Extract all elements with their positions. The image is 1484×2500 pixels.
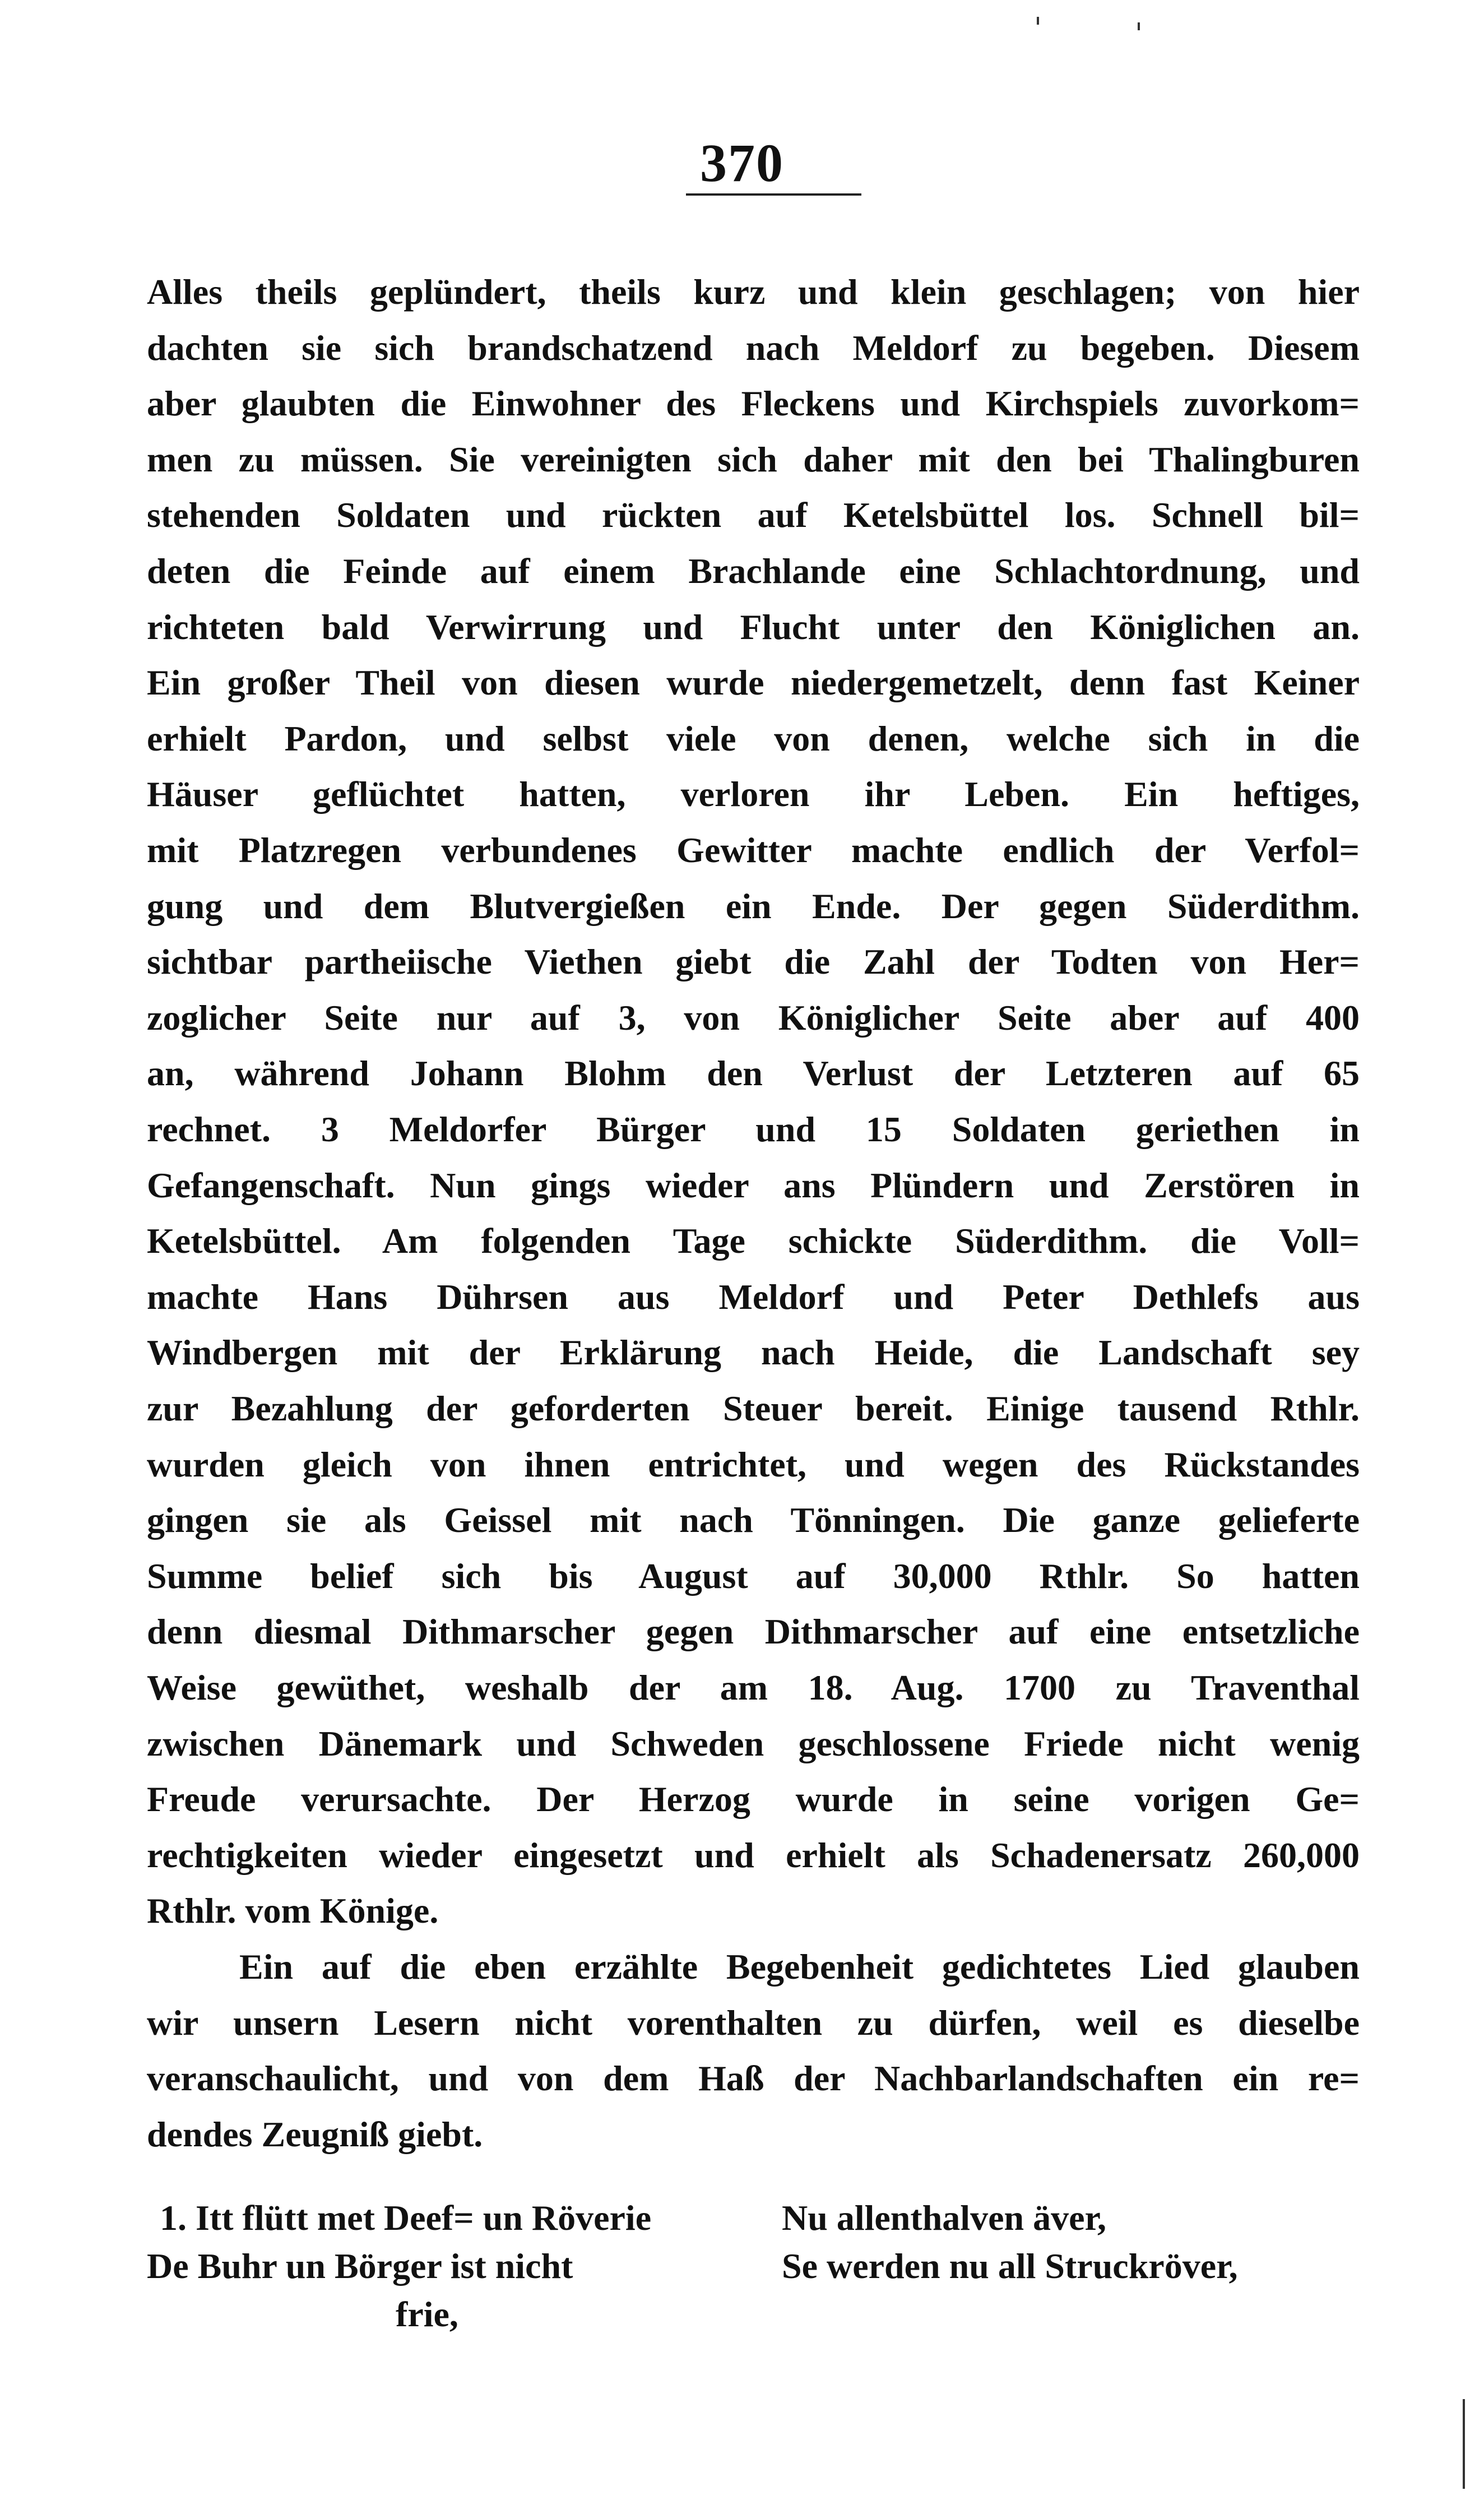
poem-left-line-3: frie, [396, 2294, 458, 2334]
text-line: gung und dem Blutvergießen ein Ende. Der gegen Süderdithm. [147, 886, 1360, 926]
poem-right-line-2: Se werden nu all Struckröver, [782, 2246, 1238, 2286]
text-line: Summe belief sich bis August auf 30,000 Rthlr. So hatten [147, 1555, 1360, 1596]
page-number: 370 [700, 133, 784, 193]
scan-speck [1463, 2399, 1465, 2489]
text-line: erhielt Pardon, und selbst viele von denen, welche sich in die [147, 718, 1360, 758]
text-line: Freude verursachte. Der Herzog wurde in seine vorigen Ge= [147, 1779, 1360, 1820]
text-line: gingen sie als Geissel mit nach Tönningen. Die ganze gelieferte [147, 1500, 1360, 1540]
text-line: rechnet. 3 Meldorfer Bürger und 15 Soldaten geriethen in [147, 1109, 1360, 1149]
poem-right-line-1: Nu allenthalven äver, [782, 2198, 1106, 2238]
text-line: Weise gewüthet, weshalb der am 18. Aug. 1700 zu Traventhal [147, 1668, 1360, 1707]
text-line: dachten sie sich brandschatzend nach Meldorf zu begeben. Diesem [147, 327, 1360, 368]
text-line: Gefangenschaft. Nun gings wieder ans Plündern und Zerstören in [147, 1165, 1360, 1205]
scan-speck [1037, 17, 1039, 25]
text-line: deten die Feinde auf einem Brachlande eine Schlachtordnung, und [147, 551, 1360, 591]
text-line: sichtbar partheiische Viethen giebt die Zahl der Todten von Her= [147, 942, 1360, 982]
text-line: wir unsern Lesern nicht vorenthalten zu dürfen, weil es dieselbe [147, 2002, 1360, 2043]
text-line: zur Bezahlung der geforderten Steuer bereit. Einige tausend Rthlr. [147, 1388, 1360, 1428]
text-line: men zu müssen. Sie vereinigten sich daher mit den bei Thalingburen [147, 439, 1360, 479]
text-line: Windbergen mit der Erklärung nach Heide, die Landschaft sey [147, 1332, 1360, 1373]
text-line: an, während Johann Blohm den Verlust der Letzteren auf 65 [147, 1053, 1360, 1094]
text-line: Rthlr. vom Könige. [147, 1891, 439, 1931]
text-line: dendes Zeugniß giebt. [147, 2114, 483, 2154]
text-line: richteten bald Verwirrung und Flucht unter den Königlichen an. [147, 607, 1360, 647]
text-line: wurden gleich von ihnen entrichtet, und wegen des Rückstandes [147, 1444, 1360, 1484]
header-rule [686, 193, 861, 196]
scan-speck [1138, 22, 1140, 30]
text-line: machte Hans Dührsen aus Meldorf und Peter Dethlefs aus [147, 1276, 1360, 1317]
text-line: rechtigkeiten wieder eingesetzt und erhielt als Schadenersatz 260,000 [147, 1835, 1360, 1875]
text-line: Ein auf die eben erzählte Begebenheit gedichtetes Lied glauben [239, 1947, 1360, 1987]
poem-left-line-1: 1. Itt flütt met Deef= un Röverie [160, 2198, 652, 2238]
text-line: Ein großer Theil von diesen wurde niedergemetzelt, denn fast Keiner [147, 663, 1360, 703]
text-line: zwischen Dänemark und Schweden geschlossene Friede nicht wenig [147, 1723, 1360, 1763]
text-line: Ketelsbüttel. Am folgenden Tage schickte Süderdithm. die Voll= [147, 1221, 1360, 1261]
text-line: Häuser geflüchtet hatten, verloren ihr Leben. Ein heftiges, [147, 774, 1360, 814]
text-line: denn diesmal Dithmarscher gegen Dithmarscher auf eine entsetzliche [147, 1612, 1360, 1652]
text-line: Alles theils geplündert, theils kurz und klein geschlagen; von hier [147, 272, 1360, 312]
text-line: stehenden Soldaten und rückten auf Ketelsbüttel los. Schnell bil= [147, 495, 1360, 535]
text-line: zoglicher Seite nur auf 3, von Königlicher Seite aber auf 400 [147, 997, 1360, 1038]
text-line: mit Platzregen verbundenes Gewitter machte endlich der Verfol= [147, 830, 1360, 870]
poem-left-line-2: De Buhr un Börger ist nicht [147, 2246, 573, 2286]
text-line: aber glaubten die Einwohner des Fleckens und Kirchspiels zuvorkom= [147, 383, 1360, 424]
text-line: veranschaulicht, und von dem Haß der Nachbarlandschaften ein re= [147, 2058, 1360, 2099]
